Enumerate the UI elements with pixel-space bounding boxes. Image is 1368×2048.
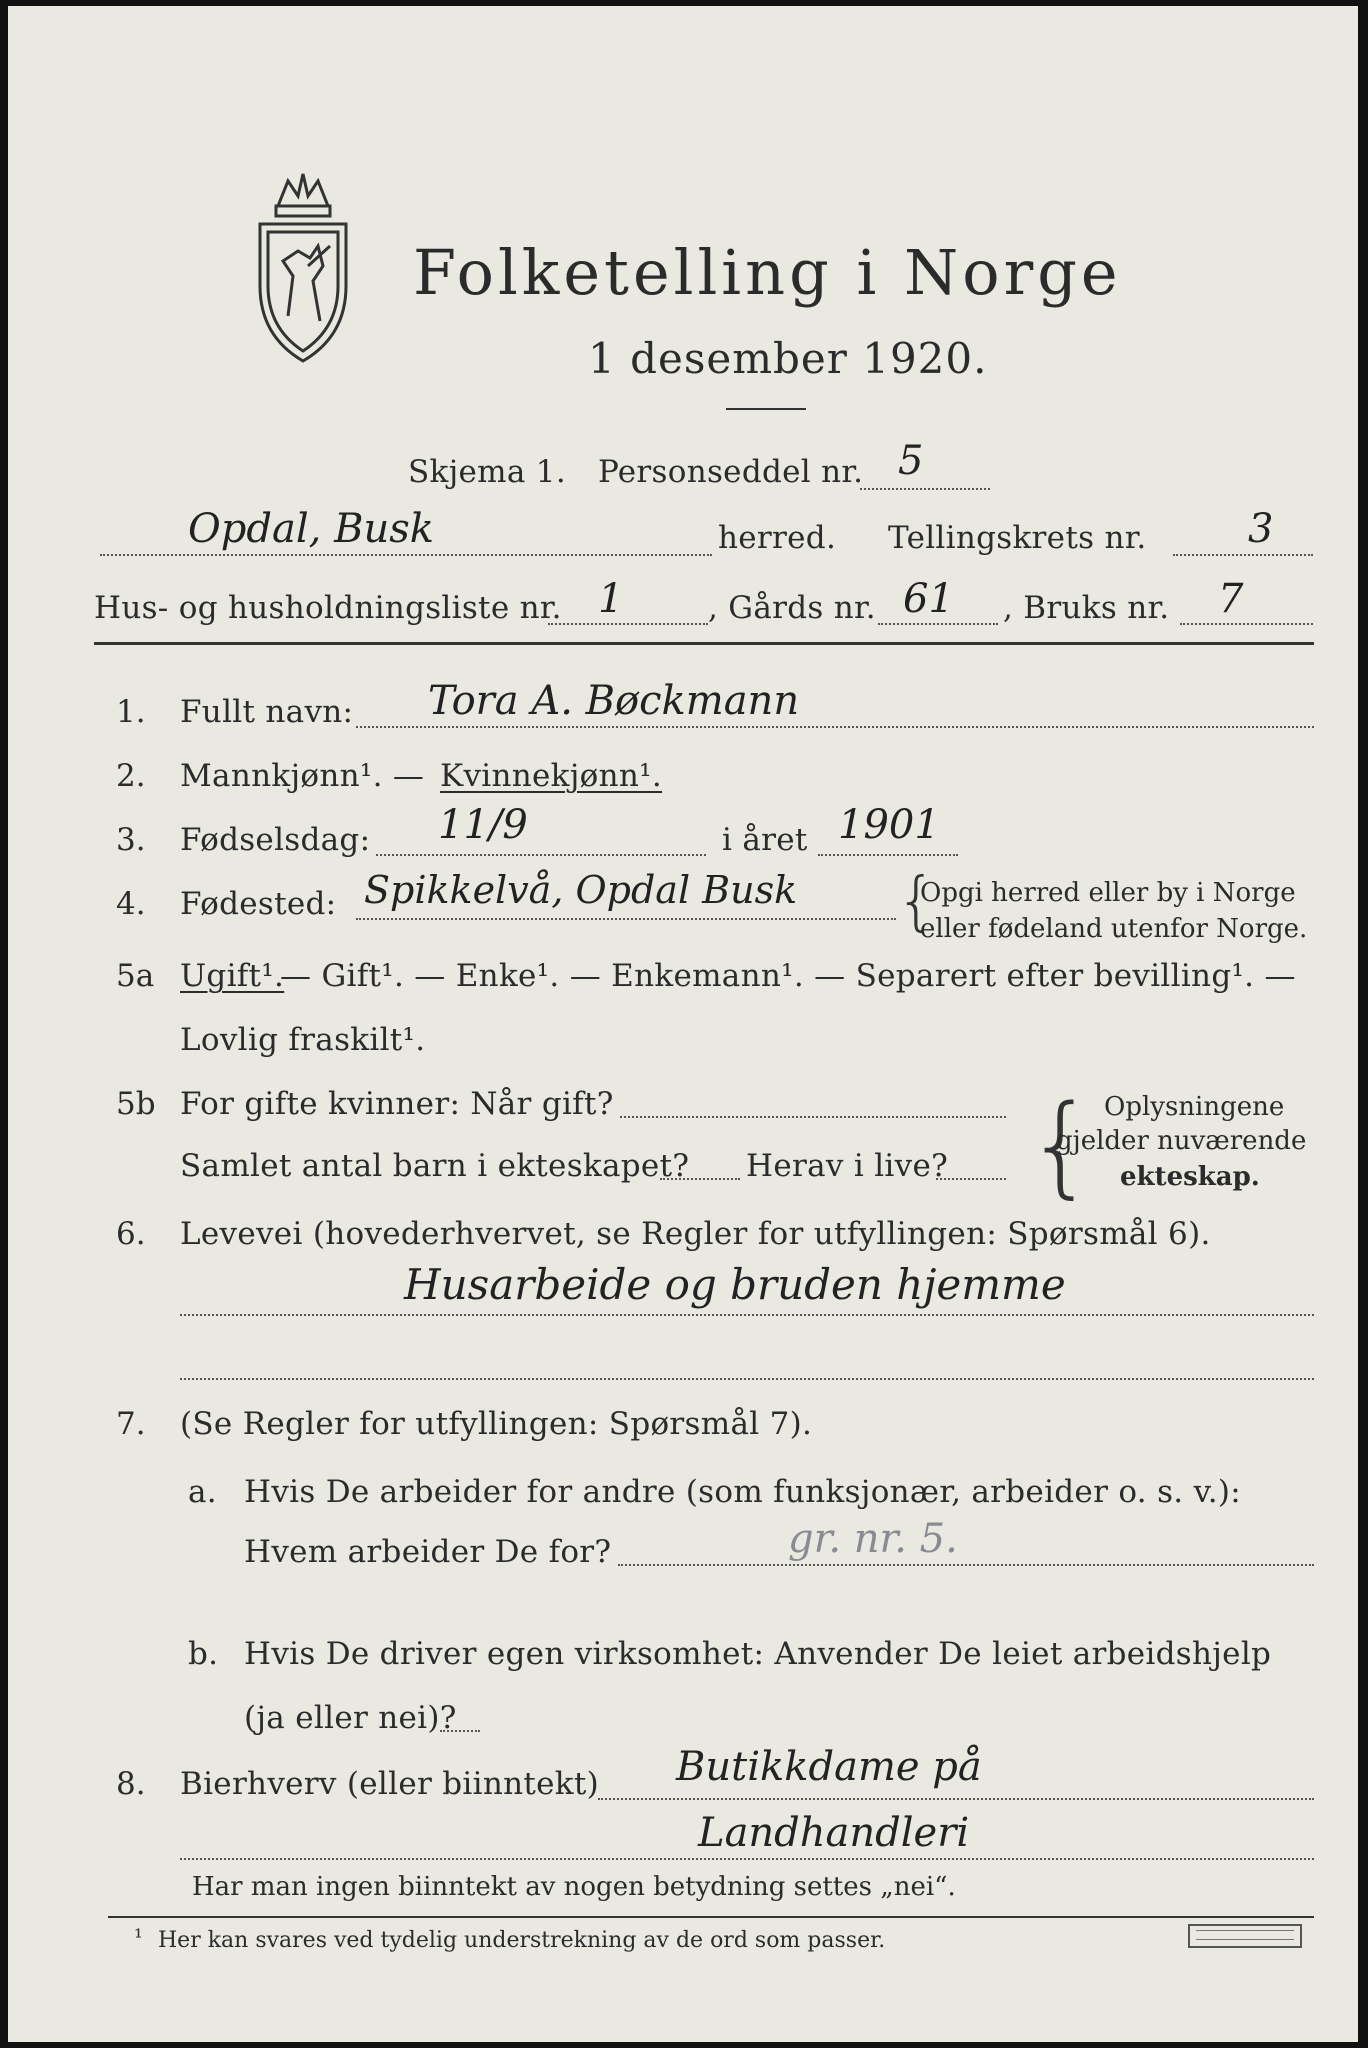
footnote-mark: ¹ <box>134 1926 143 1951</box>
bruks-value[interactable]: 7 <box>1218 576 1244 622</box>
employer-value[interactable]: gr. nr. 5. <box>788 1516 958 1562</box>
census-form-page: Folketelling i Norge 1 desember 1920. Skjema 1. Personseddel nr. 5 Opdal, Busk herred. Tellingskrets nr. 3 Hus- og husholdningsliste nr. 1 , Gårds nr. 61 , Bruks nr. 7 1. Fullt navn: Tora A. Bøckmann 2. Mannkjønn¹. — Kvinnekjønn¹. 3. Fødselsdag: 11/9 i året 1901 4. Fødested: Spikkelvå, Opdal Busk { Opgi herred eller by i Norge eller fødeland utenfor Norge. 5a Ugift¹. — Gift¹. — Enke¹. — Enkemann¹. — Separert efter bevilling¹. — Lovlig fraskilt¹. 5b For gifte kvinner: Når gift? Samlet antal barn i ekteskapet? Herav i live? { Oplysningene gjelder nuværende ekteskap. 6. Levevei (hovederhvervet, se Regler for utfyllingen: Spørsmål 6). Husarbeide og bruden hjemme 7. (Se Regler for utfyllingen: Spørsmål 7). a. Hvis De arbeider for andre (som funksjonær, arbeider o. s. v.): Hvem arbeider De for? gr. nr. 5. b. Hvis De driver egen virksomhet: Anvender De leiet arbeidshjelp (ja eller nei)? 8. Bierhverv (eller biinntekt) Butikkdame på Landhandleri Har man ingen biinntekt av nogen betydning settes „nei“. ¹ Her kan svares ved tydelig understrekning av de ord som passer. <box>8 6 1358 2042</box>
lovlig-fraskilt-option[interactable]: Lovlig fraskilt¹. <box>180 1022 426 1058</box>
personseddel-label: Personseddel nr. <box>598 454 864 490</box>
bruks-label: , Bruks nr. <box>1003 590 1170 626</box>
q8-number: 8. <box>116 1766 146 1802</box>
q6-number: 6. <box>116 1216 146 1252</box>
q4-note-1: Opgi herred eller by i Norge <box>920 878 1296 908</box>
q5b-number: 5b <box>116 1086 156 1122</box>
tellingskrets-label: Tellingskrets nr. <box>888 520 1147 556</box>
herred-value[interactable]: Opdal, Busk <box>188 506 434 552</box>
q4-label: Fødested: <box>180 886 337 922</box>
q5b-children-label: Samlet antal barn i ekteskapet? <box>180 1148 690 1184</box>
tellingskrets-value[interactable]: 3 <box>1248 506 1274 552</box>
gards-label: , Gårds nr. <box>708 590 876 626</box>
census-date: 1 desember 1920. <box>588 334 988 383</box>
q3-label: Fødselsdag: <box>180 822 371 858</box>
title-divider <box>726 408 806 410</box>
herred-label: herred. <box>718 520 837 556</box>
q4-note-2: eller fødeland utenfor Norge. <box>920 914 1308 944</box>
year-label: i året <box>722 822 808 858</box>
q7b-answer-label: (ja eller nei)? <box>244 1700 457 1736</box>
q3-number: 3. <box>116 822 146 858</box>
q7b-letter: b. <box>188 1636 219 1672</box>
form-title: Folketelling i Norge <box>413 236 1122 309</box>
coat-of-arms-icon <box>248 166 358 366</box>
q7a-question: Hvis De arbeider for andre (som funksjonær, arbeider o. s. v.): <box>244 1474 1242 1510</box>
nei-note: Har man ingen biinntekt av nogen betydning settes „nei“. <box>192 1872 956 1902</box>
q5b-alive-label: Herav i live? <box>746 1148 949 1184</box>
skjema-label: Skjema 1. <box>408 454 566 490</box>
birthday-value[interactable]: 11/9 <box>438 802 528 848</box>
q8-label: Bierhverv (eller biinntekt) <box>180 1766 600 1802</box>
q1-label: Fullt navn: <box>180 694 354 730</box>
footnote-divider <box>108 1916 1314 1918</box>
q7b-question: Hvis De driver egen virksomhet: Anvender De leiet arbeidshjelp <box>244 1636 1272 1672</box>
side-income-value-1[interactable]: Butikkdame på <box>676 1744 982 1790</box>
q5b-note-1: Oplysningene <box>1104 1092 1285 1122</box>
gards-value[interactable]: 61 <box>903 576 954 622</box>
ugift-option[interactable]: Ugift¹. <box>180 958 285 994</box>
q7a-employer-label: Hvem arbeider De for? <box>244 1534 612 1570</box>
q7-label: (Se Regler for utfyllingen: Spørsmål 7). <box>180 1406 813 1442</box>
printer-stamp <box>1188 1924 1302 1948</box>
female-option[interactable]: Kvinnekjønn¹. <box>440 758 663 794</box>
q1-number: 1. <box>116 694 146 730</box>
husliste-value[interactable]: 1 <box>598 576 624 622</box>
q7-number: 7. <box>116 1406 146 1442</box>
full-name-value[interactable]: Tora A. Bøckmann <box>428 678 800 724</box>
occupation-value[interactable]: Husarbeide og bruden hjemme <box>404 1260 1066 1309</box>
footnote-text: Her kan svares ved tydelig understrekning av de ord som passer. <box>158 1928 886 1953</box>
personseddel-value[interactable]: 5 <box>898 438 924 484</box>
birth-year-value[interactable]: 1901 <box>838 802 940 848</box>
male-option[interactable]: Mannkjønn¹. — <box>180 758 425 794</box>
q7a-letter: a. <box>188 1474 217 1510</box>
q6-label: Levevei (hovederhvervet, se Regler for utfyllingen: Spørsmål 6). <box>180 1216 1211 1252</box>
header-divider <box>94 642 1314 645</box>
side-income-value-2[interactable]: Landhandleri <box>698 1810 970 1856</box>
q2-number: 2. <box>116 758 146 794</box>
q5b-note-3: ekteskap. <box>1120 1162 1260 1192</box>
q5b-note-2: gjelder nuværende <box>1056 1126 1307 1156</box>
birthplace-value[interactable]: Spikkelvå, Opdal Busk <box>364 868 798 912</box>
q4-number: 4. <box>116 886 146 922</box>
husliste-label: Hus- og husholdningsliste nr. <box>94 590 562 626</box>
q5a-number: 5a <box>116 958 155 994</box>
civil-status-options[interactable]: — Gift¹. — Enke¹. — Enkemann¹. — Separert efter bevilling¹. — <box>280 958 1296 994</box>
q5b-married-label: For gifte kvinner: Når gift? <box>180 1086 614 1122</box>
